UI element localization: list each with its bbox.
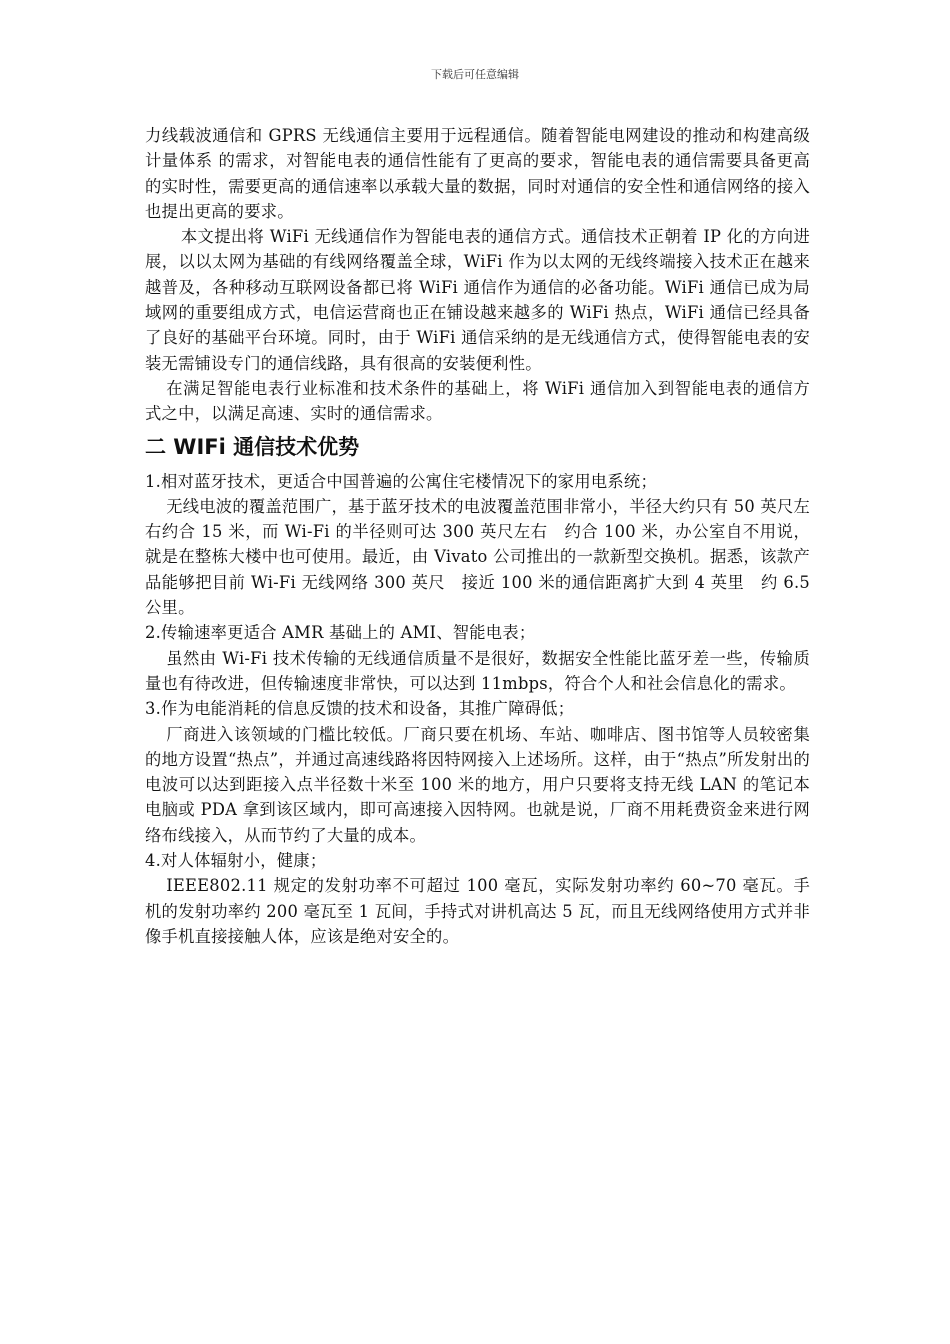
advantage-1-body: 无线电波的覆盖范围广，基于蓝牙技术的电波覆盖范围非常小，半径大约只有 50 英尺左右约合 15 米，而 Wi-Fi 的半径则可达 300 英尺左右 约合 100 米，办公室自不用说，就是在整栋大楼中也可使用。最近，由 Vivato 公司推出的一款新型交换机。据悉，该款产品能够把目前 Wi-Fi 无线网络 300 英尺 接近 100 米的通信距离扩大到 4 英里 约 6.5 公里。 — [145, 496, 810, 618]
document-body — [145, 123, 810, 949]
paragraph-1: 力线载波通信和 GPRS 无线通信主要用于远程通信。随着智能电网建设的推动和构建高级计量体系 的需求，对智能电表的通信性能有了更高的要求，智能电表的通信需要具备更高的实时性，需要更高的通信速率以承载大量的数据，同时对通信的安全性和通信网络的接入也提出更高的要求。 — [145, 126, 810, 221]
advantage-3-title: 3.作为电能消耗的信息反馈的技术和设备，其推广障碍低； — [145, 699, 575, 719]
advantage-2-title: 2.传输速率更适合 AMR 基础上的 AMI、智能电表； — [145, 623, 536, 643]
paragraph-2: 本文提出将 WiFi 无线通信作为智能电表的通信方式。通信技术正朝着 IP 化的方向进展，以以太网为基础的有线网络覆盖全球，WiFi 作为以太网的无线终端接入技术正在越来越普及，各种移动互联网设备都已将 WiFi 通信作为通信的必备功能。WiFi 通信已成为局域网的重要组成方式，电信运营商也正在铺设越来越多的 WiFi 热点，WiFi 通信已经具备了良好的基础平台环境。同时，由于 WiFi 通信采纳的是无线通信方式，使得智能电表的安装无需铺设专门的通信线路，具有很高的安装便利性。 — [145, 227, 810, 373]
page-header: 下载后可任意编辑 — [431, 68, 519, 81]
advantage-2-body: 虽然由 Wi-Fi 技术传输的无线通信质量不是很好，数据安全性能比蓝牙差一些，传输质量也有待改进，但传输速度非常快，可以达到 11mbps，符合个人和社会信息化的需求。 — [145, 648, 810, 693]
advantage-1-title: 1.相对蓝牙技术，更适合中国普遍的公寓住宅楼情况下的家用电系统； — [145, 471, 657, 491]
advantage-3-body: 厂商进入该领域的门槛比较低。厂商只要在机场、车站、咖啡店、图书馆等人员较密集的地方设置“热点”，并通过高速线路将因特网接入上述场所。这样，由于“热点”所发射出的电波可以达到距接入点半径数十米至 100 米的地方，用户只要将支持无线 LAN 的笔记本电脑或 PDA 拿到该区域内，即可高速接入因特网。也就是说，厂商不用耗费资金来进行网络布线接入，从而节约了大量的成本。 — [145, 724, 810, 845]
advantage-4-body: IEEE802.11 规定的发射功率不可超过 100 毫瓦，实际发射功率约 60~70 毫瓦。手机的发射功率约 200 毫瓦至 1 瓦间，手持式对讲机高达 5 瓦，而且无线网络使用方式并非像手机直接接触人体，应该是绝对安全的。 — [145, 876, 810, 946]
advantage-4-title: 4.对人体辐射小，健康； — [145, 851, 327, 871]
section-heading: 二 WIFi 通信技术优势 — [145, 434, 360, 459]
paragraph-3: 在满足智能电表行业标准和技术条件的基础上，将 WiFi 通信加入到智能电表的通信方式之中，以满足高速、实时的通信需求。 — [145, 378, 810, 424]
